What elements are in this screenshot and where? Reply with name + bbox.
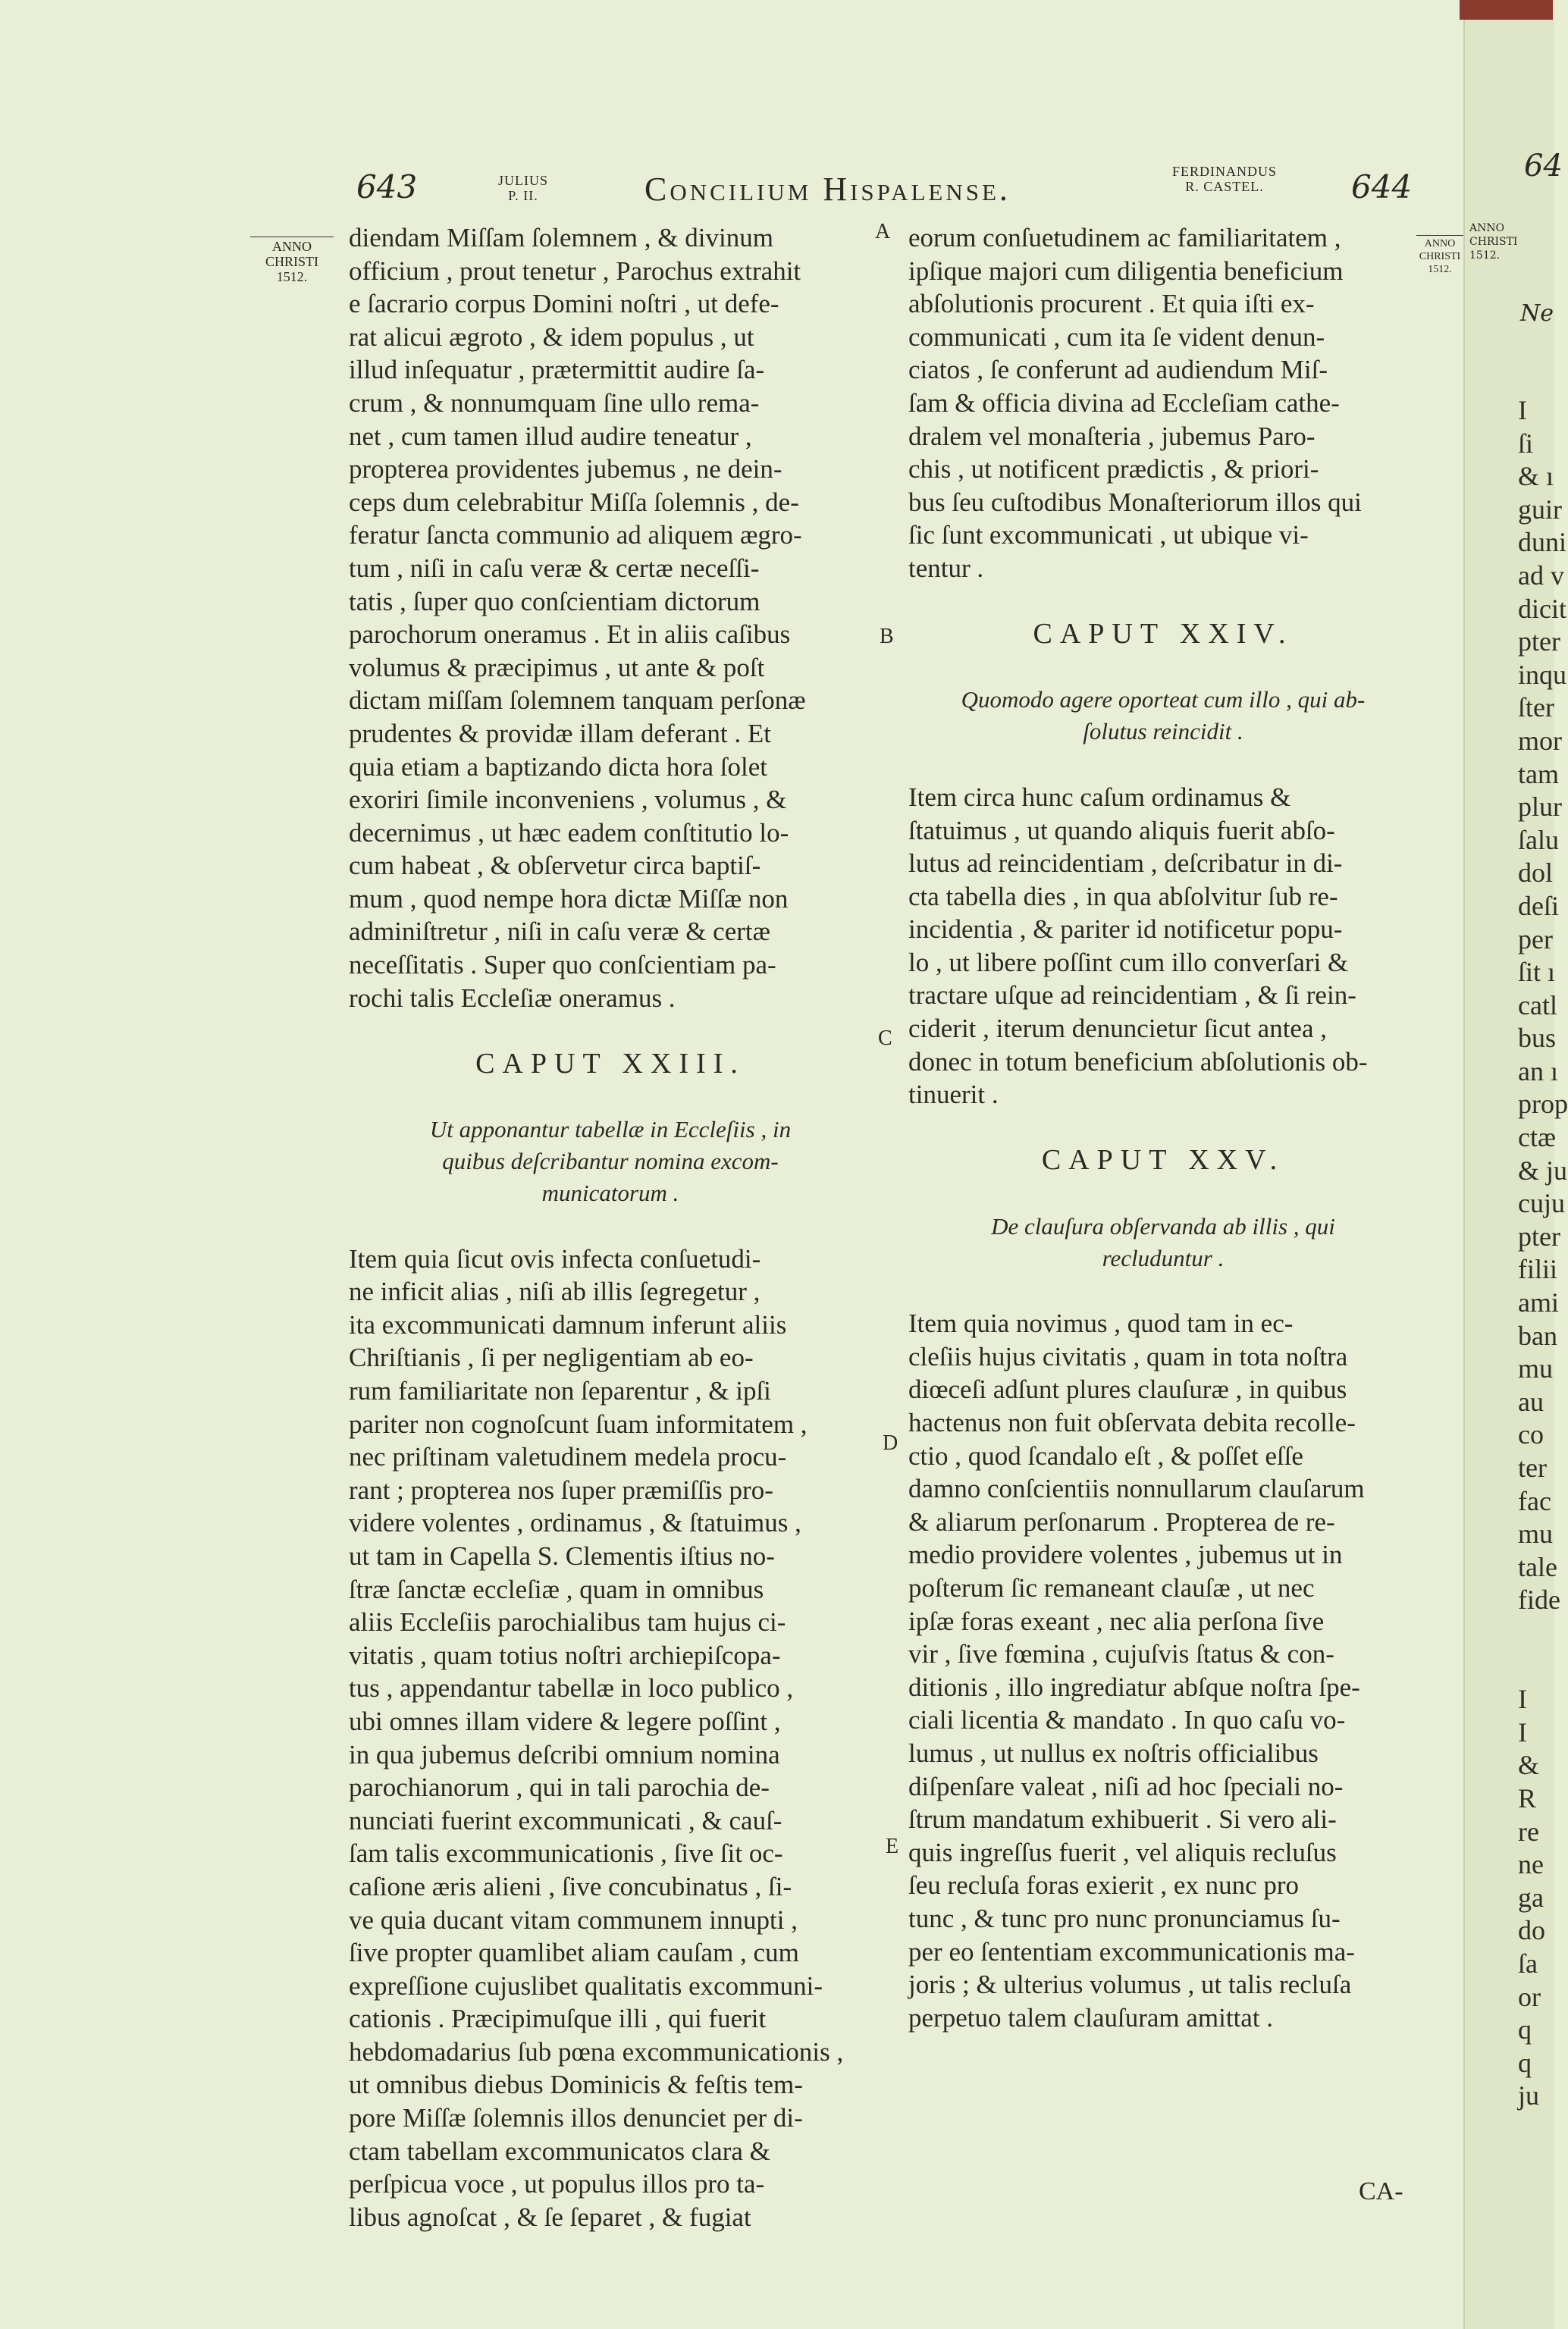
edge-fragment: inqu bbox=[1518, 659, 1567, 690]
text-line: ceps dum celebrabitur Miſſa ſolemnis , de- bbox=[349, 487, 799, 517]
spacer bbox=[349, 1014, 872, 1048]
next-page-number: 64 bbox=[1524, 149, 1563, 183]
text-line: libus agnoſcat , & ſe ſeparet , & fugiat bbox=[349, 2202, 751, 2232]
text-line: ipſique majori cum diligentia beneficium bbox=[908, 255, 1344, 286]
text-line: parochorum oneramus . Et in aliis caſibus bbox=[349, 619, 791, 650]
text-line: pore Miſſæ ſolemnis illos denunciet per di- bbox=[349, 2103, 803, 2133]
left-margin-anno bbox=[250, 237, 334, 284]
edge-fragment: R bbox=[1518, 1782, 1537, 1813]
edge-fragment: co bbox=[1518, 1419, 1544, 1450]
edge-fragment bbox=[1518, 1650, 1553, 1684]
text-line: in qua jubemus deſcribi omnium nomina bbox=[349, 1739, 780, 1769]
edge-fragment: plur bbox=[1518, 791, 1562, 823]
text-line: eorum conſuetudinem ac familiaritatem , bbox=[908, 223, 1341, 252]
edge-fragment: ter bbox=[1518, 1453, 1547, 1483]
text-line: ciatos , ſe conferunt ad audiendum Miſ- bbox=[908, 355, 1328, 385]
edge-fragment: ne bbox=[1518, 1849, 1544, 1880]
edge-fragment: ſalu bbox=[1518, 824, 1559, 855]
left-column bbox=[349, 221, 872, 2233]
text-line: ſtræ ſanctæ eccleſiæ , quam in omnibus bbox=[349, 1574, 764, 1604]
edge-fragment: au bbox=[1518, 1386, 1544, 1417]
text-line: diſpenſare valeat , niſi ad hoc ſpeciali no- bbox=[908, 1771, 1344, 1801]
text-line: Chriſtianis , ſi per negligentiam ab eo- bbox=[349, 1343, 754, 1373]
text-line: perpetuo talem clauſuram amittat . bbox=[908, 2002, 1274, 2033]
edge-fragment: bus bbox=[1518, 1023, 1557, 1054]
edge-fragment: & ı bbox=[1518, 461, 1554, 492]
text-line: mum , quod nempe hora dictæ Miſſæ non bbox=[349, 883, 789, 914]
text-line: tractare uſque ad reincidentiam , & ſi rein- bbox=[908, 980, 1356, 1011]
text-line: diœceſi adſunt plures clauſuræ , in quibus bbox=[908, 1375, 1347, 1405]
text-line: caſione æris alieni , ſive concubinatus , ſi- bbox=[349, 1871, 792, 1901]
text-line: dralem vel monaſteria , jubemus Paro- bbox=[908, 421, 1316, 451]
text-line: quia etiam a baptizando dicta hora ſolet bbox=[349, 751, 768, 782]
edge-fragment: q bbox=[1518, 2014, 1532, 2045]
text-line: vir , ſive fœmina , cujuſvis ſtatus & con- bbox=[908, 1639, 1334, 1669]
text-line: tus , appendantur tabellæ in loco publico , bbox=[349, 1673, 794, 1704]
edge-fragment: dol bbox=[1518, 857, 1554, 889]
subtitle-line: Ut apponantur tabellæ in Eccleſiis , in bbox=[429, 1116, 792, 1143]
text-line: cationis . Præcipimuſque illi , qui fuerit bbox=[349, 2004, 767, 2034]
text-line: hactenus non fuit obſervata debita recolle- bbox=[908, 1408, 1356, 1437]
section-letter-a: A bbox=[875, 220, 891, 243]
text-line: nec priſtinam valetudinem medela procu- bbox=[349, 1442, 787, 1472]
text-line: & aliarum perſonarum . Propterea de re- bbox=[908, 1506, 1335, 1537]
text-line: expreſſione cujuslibet qualitatis excommuni- bbox=[349, 1970, 823, 2001]
right-page-number: 644 bbox=[1351, 168, 1413, 205]
text-line: crum , & nonnumquam ſine ullo rema- bbox=[349, 387, 760, 418]
text-line: decernimus , ut hæc eadem conſtitutio lo- bbox=[349, 817, 789, 848]
text-line: prudentes & providæ illam deferant . Et bbox=[349, 718, 771, 748]
year-label: 1512. bbox=[1469, 249, 1501, 262]
edge-fragment: pter bbox=[1518, 1221, 1560, 1252]
right-ruler-name: FERDINANDUS bbox=[1171, 164, 1277, 179]
spacer bbox=[908, 585, 1418, 619]
text-line: propterea providentes jubemus , ne dein- bbox=[349, 454, 782, 484]
text-line: ſtatuimus , ut quando aliquis fuerit abſo- bbox=[908, 815, 1335, 845]
text-line: ditionis , illo ingrediatur abſque noſtra ſpe- bbox=[908, 1672, 1360, 1702]
text-line: rochi talis Eccleſiæ oneramus . bbox=[349, 983, 676, 1013]
right-ruler-title: R. CASTEL. bbox=[1185, 179, 1264, 194]
edge-fragment: tam bbox=[1518, 758, 1559, 789]
edge-fragment: ju bbox=[1518, 2080, 1540, 2111]
edge-fragment: ſit ı bbox=[1518, 957, 1556, 988]
text-line: aliis Eccleſiis parochialibus tam hujus ci- bbox=[349, 1607, 786, 1638]
section-letter-d: D bbox=[883, 1431, 898, 1455]
right-column bbox=[908, 221, 1418, 2034]
text-line: incidentia , & pariter id notificetur popu- bbox=[908, 914, 1343, 945]
text-line: ve quia ducant vitam communem innupti , bbox=[349, 1904, 798, 1935]
edge-fragment: fac bbox=[1518, 1485, 1551, 1516]
text-line: Item quia novimus , quod tam in ec- bbox=[908, 1309, 1294, 1339]
edge-fragment: q bbox=[1518, 2047, 1532, 2078]
text-line: ſam & officia divina ad Eccleſiam cathe- bbox=[908, 387, 1340, 418]
text-line: tunc , & tunc pro nunc pronunciamus ſu- bbox=[908, 1903, 1341, 1933]
edge-fragment: fide bbox=[1518, 1585, 1560, 1616]
year-label: 1512. bbox=[1428, 264, 1452, 275]
caput-xxiv-heading: CAPUT XXIV. bbox=[1033, 618, 1294, 650]
section-letter-e: E bbox=[886, 1835, 899, 1858]
edge-fragment: I bbox=[1518, 395, 1527, 425]
text-line: poſterum ſic remaneant clauſæ , ut nec bbox=[908, 1572, 1315, 1603]
text-line: ctam tabellam excommunicatos clara & bbox=[349, 2136, 770, 2166]
edge-fragment: mu bbox=[1518, 1519, 1554, 1550]
text-line: per eo ſententiam excommunicationis ma- bbox=[908, 1936, 1355, 1967]
text-line: rum familiaritate non ſeparentur , & ipſi bbox=[349, 1376, 771, 1406]
anno-label: ANNO bbox=[1424, 238, 1456, 249]
edge-fragment: catl bbox=[1518, 989, 1557, 1020]
edge-fragment: do bbox=[1518, 1915, 1545, 1946]
text-line: vitatis , quam totius noſtri archiepiſcopa- bbox=[349, 1640, 781, 1670]
edge-fragment: cuju bbox=[1518, 1188, 1565, 1219]
edge-fragment: ctæ bbox=[1518, 1122, 1556, 1153]
text-line: illud inſequatur , prætermittit audire ſa- bbox=[349, 355, 765, 385]
text-line: tatis , ſuper quo conſcientiam dictorum bbox=[349, 586, 760, 616]
subtitle-line: De clauſura obſervanda ab illis , qui bbox=[991, 1212, 1335, 1240]
caput-xxv-subtitle bbox=[908, 1211, 1418, 1274]
year-label: 1512. bbox=[276, 269, 308, 284]
spacer bbox=[908, 1274, 1418, 1308]
text-line: dictam miſſam ſolemnem tanquam perſonæ bbox=[349, 685, 806, 716]
text-line: neceſſitatis . Super quo conſcientiam pa- bbox=[349, 950, 776, 980]
left-column-top-text bbox=[349, 221, 872, 1014]
text-line: perſpicua voce , ut populus illos pro ta- bbox=[349, 2169, 765, 2199]
edge-fragment: guir bbox=[1518, 494, 1562, 525]
edge-fragment: prop bbox=[1518, 1089, 1568, 1120]
text-line: chis , ut notificent prædictis , & priori- bbox=[908, 454, 1319, 484]
text-line: cum habeat , & obſervetur circa baptiſ- bbox=[349, 851, 761, 881]
section-letter-c: C bbox=[878, 1027, 892, 1050]
edge-fragment: per bbox=[1518, 923, 1553, 954]
edge-fragment: re bbox=[1518, 1816, 1539, 1847]
edge-fragment: mor bbox=[1518, 725, 1562, 756]
text-line: ſeu recluſa foras exierit , ex nunc pro bbox=[908, 1870, 1300, 1901]
right-column-top-text bbox=[908, 221, 1418, 585]
edge-fragment: ſi bbox=[1518, 428, 1534, 459]
edge-fragment: duni bbox=[1518, 527, 1567, 558]
edge-fragment: filii bbox=[1518, 1254, 1557, 1285]
left-ruler-name: JULIUS bbox=[497, 173, 548, 188]
text-line: ciderit , iterum denuncietur ſicut antea , bbox=[908, 1014, 1328, 1044]
text-line: videre volentes , ordinamus , & ſtatuimus , bbox=[349, 1508, 801, 1538]
text-line: ne inficit alias , niſi ab illis ſegregetur , bbox=[349, 1277, 760, 1307]
edge-fragment: I bbox=[1518, 1684, 1527, 1715]
text-line: ubi omnes illam videre & legere poſſint , bbox=[349, 1706, 781, 1736]
text-line: rant ; propterea nos ſuper præmiſſis pro- bbox=[349, 1475, 773, 1505]
text-line: rat alicui ægroto , & idem populus , ut bbox=[349, 321, 754, 352]
spacer bbox=[908, 1111, 1418, 1145]
edge-fragment: an ı bbox=[1518, 1055, 1558, 1086]
right-margin-anno bbox=[1416, 235, 1463, 276]
christi-label: CHRISTI bbox=[1419, 251, 1461, 262]
next-page-fragments bbox=[1518, 394, 1568, 2113]
edge-fragment: & bbox=[1518, 1750, 1540, 1781]
text-line: ipſæ foras exeant , nec alia perſona ſive bbox=[908, 1606, 1325, 1636]
edge-fragment: tale bbox=[1518, 1551, 1557, 1582]
text-line: bus ſeu cuſtodibus Monaſteriorum illos qui bbox=[908, 487, 1362, 517]
text-line: abſolutionis procurent . Et quia iſti ex- bbox=[908, 289, 1315, 319]
text-line: ſic ſunt excommunicati , ut ubique vi- bbox=[908, 520, 1309, 550]
right-column-bottom-text bbox=[908, 1307, 1418, 2034]
text-line: ut omnibus diebus Dominicis & feſtis tem- bbox=[349, 2070, 803, 2100]
caput-xxiv-subtitle bbox=[908, 684, 1418, 748]
catchword: CA- bbox=[1359, 2177, 1403, 2205]
text-line: joris ; & ulterius volumus , ut talis recluſa bbox=[908, 1970, 1352, 2000]
edge-fragment: ami bbox=[1518, 1287, 1559, 1318]
next-page-first-word: Ne bbox=[1520, 300, 1554, 327]
christi-label: CHRISTI bbox=[265, 254, 318, 269]
text-line: adminiſtretur , niſi in caſu veræ & certæ bbox=[349, 917, 770, 947]
right-column-middle-text bbox=[908, 781, 1418, 1111]
edge-fragment: I bbox=[1518, 1716, 1527, 1748]
edge-fragment: ban bbox=[1518, 1320, 1557, 1351]
text-line: ſive propter quamlibet aliam cauſam , cum bbox=[349, 1938, 799, 1968]
text-line: quis ingreſſus fuerit , vel aliquis recluſus bbox=[908, 1837, 1337, 1867]
edge-fragment: & ju bbox=[1518, 1155, 1568, 1186]
text-line: officium , prout tenetur , Parochus extrahit bbox=[349, 255, 801, 286]
left-ruler bbox=[485, 173, 561, 203]
text-line: ſam talis excommunicationis , ſive ſit oc- bbox=[349, 1838, 783, 1869]
text-line: lumus , ut nullus ex noſtris officialibus bbox=[908, 1738, 1319, 1768]
text-line: parochianorum , qui in tali parochia de- bbox=[349, 1773, 770, 1803]
text-line: volumus & præcipimus , ut ante & poſt bbox=[349, 652, 765, 682]
edge-fragment: deſi bbox=[1518, 890, 1559, 921]
text-line: communicati , cum ita ſe vident denun- bbox=[908, 321, 1325, 352]
text-line: Item quia ſicut ovis infecta conſuetudi- bbox=[349, 1243, 761, 1274]
caput-xxiii-subtitle bbox=[349, 1114, 872, 1209]
text-line: tum , niſi in caſu veræ & certæ neceſſi- bbox=[349, 553, 760, 583]
text-line: lo , ut libere poſſint cum illo converſari & bbox=[908, 947, 1349, 977]
text-line: pariter non cognoſcunt ſuam informitatem , bbox=[349, 1409, 808, 1439]
text-line: tentur . bbox=[908, 553, 984, 583]
edge-fragment: pter bbox=[1518, 626, 1560, 657]
text-line: feratur ſancta communio ad aliquem ægro- bbox=[349, 520, 802, 550]
text-line: Item circa hunc caſum ordinamus & bbox=[908, 782, 1291, 812]
spacer bbox=[908, 1177, 1418, 1211]
edge-fragment bbox=[1518, 1617, 1553, 1650]
text-line: medio providere volentes , jubemus ut in bbox=[908, 1540, 1343, 1570]
running-title: Concilium Hispalense. bbox=[644, 171, 1011, 208]
edge-fragment: ad v bbox=[1518, 560, 1564, 591]
section-letter-b: B bbox=[880, 625, 894, 648]
spacer bbox=[349, 1080, 872, 1114]
caput-xxv-heading: CAPUT XXV. bbox=[1041, 1144, 1285, 1177]
spacer bbox=[908, 651, 1418, 685]
book-cover-corner bbox=[1460, 0, 1553, 20]
anno-label: ANNO bbox=[1469, 222, 1505, 234]
text-line: tinuerit . bbox=[908, 1080, 999, 1110]
subtitle-line: municatorum . bbox=[541, 1180, 679, 1207]
christi-label: CHRISTI bbox=[1469, 236, 1518, 248]
text-line: ctio , quod ſcandalo eſt , & poſſet eſſe bbox=[908, 1440, 1303, 1471]
subtitle-line: ſolutus reincidit . bbox=[1083, 718, 1243, 745]
spacer bbox=[908, 748, 1418, 781]
text-line: cta tabella dies , in qua abſolvitur ſub re- bbox=[908, 881, 1338, 911]
next-page-anno bbox=[1469, 221, 1518, 262]
text-line: ſtrum mandatum exhibuerit . Si vero ali- bbox=[908, 1804, 1337, 1835]
anno-label: ANNO bbox=[272, 239, 312, 254]
text-line: ciali licentia & mandato . In quo caſu vo- bbox=[908, 1705, 1346, 1735]
text-line: diendam Miſſam ſolemnem , & divinum bbox=[349, 223, 773, 252]
text-line: lutus ad reincidentiam , deſcribatur in di- bbox=[908, 848, 1343, 879]
spacer bbox=[349, 1209, 872, 1243]
left-ruler-title: P. II. bbox=[508, 188, 538, 203]
text-line: nunciati fuerint excommunicati , & cauſ- bbox=[349, 1805, 782, 1835]
text-line: net , cum tamen illud audire teneatur , bbox=[349, 421, 752, 451]
edge-fragment: ga bbox=[1518, 1882, 1544, 1913]
edge-fragment: or bbox=[1518, 1981, 1541, 2012]
text-line: hebdomadarius ſub pœna excommunicationis , bbox=[349, 2036, 844, 2067]
subtitle-line: Quomodo agere oporteat cum illo , qui ab- bbox=[961, 686, 1366, 713]
text-line: exoriri ſimile inconveniens , volumus , & bbox=[349, 785, 787, 815]
text-line: donec in totum beneficium abſolutionis ob- bbox=[908, 1046, 1368, 1077]
text-line: ut tam in Capella S. Clementis iſtius no- bbox=[349, 1541, 775, 1571]
text-line: e ſacrario corpus Domini noſtri , ut defe- bbox=[349, 289, 779, 319]
caput-xxiii-heading: CAPUT XXIII. bbox=[475, 1047, 745, 1080]
margin-rule bbox=[1416, 235, 1463, 236]
left-column-bottom-text bbox=[349, 1243, 872, 2234]
text-line: damno conſcientiis nonnullarum clauſarum bbox=[908, 1474, 1365, 1504]
left-page-number: 643 bbox=[356, 168, 418, 205]
edge-fragment: ſter bbox=[1518, 692, 1554, 723]
right-ruler bbox=[1152, 164, 1297, 194]
text-line: cleſiis hujus civitatis , quam in tota noſtra bbox=[908, 1341, 1348, 1371]
edge-fragment: ſa bbox=[1518, 1948, 1538, 1979]
subtitle-line: recluduntur . bbox=[1102, 1244, 1225, 1271]
edge-fragment: mu bbox=[1518, 1353, 1554, 1384]
subtitle-line: quibus deſcribantur nomina excom- bbox=[442, 1148, 779, 1175]
edge-fragment: dicit bbox=[1518, 593, 1566, 624]
text-line: ita excommunicati damnum inferunt aliis bbox=[349, 1309, 787, 1340]
